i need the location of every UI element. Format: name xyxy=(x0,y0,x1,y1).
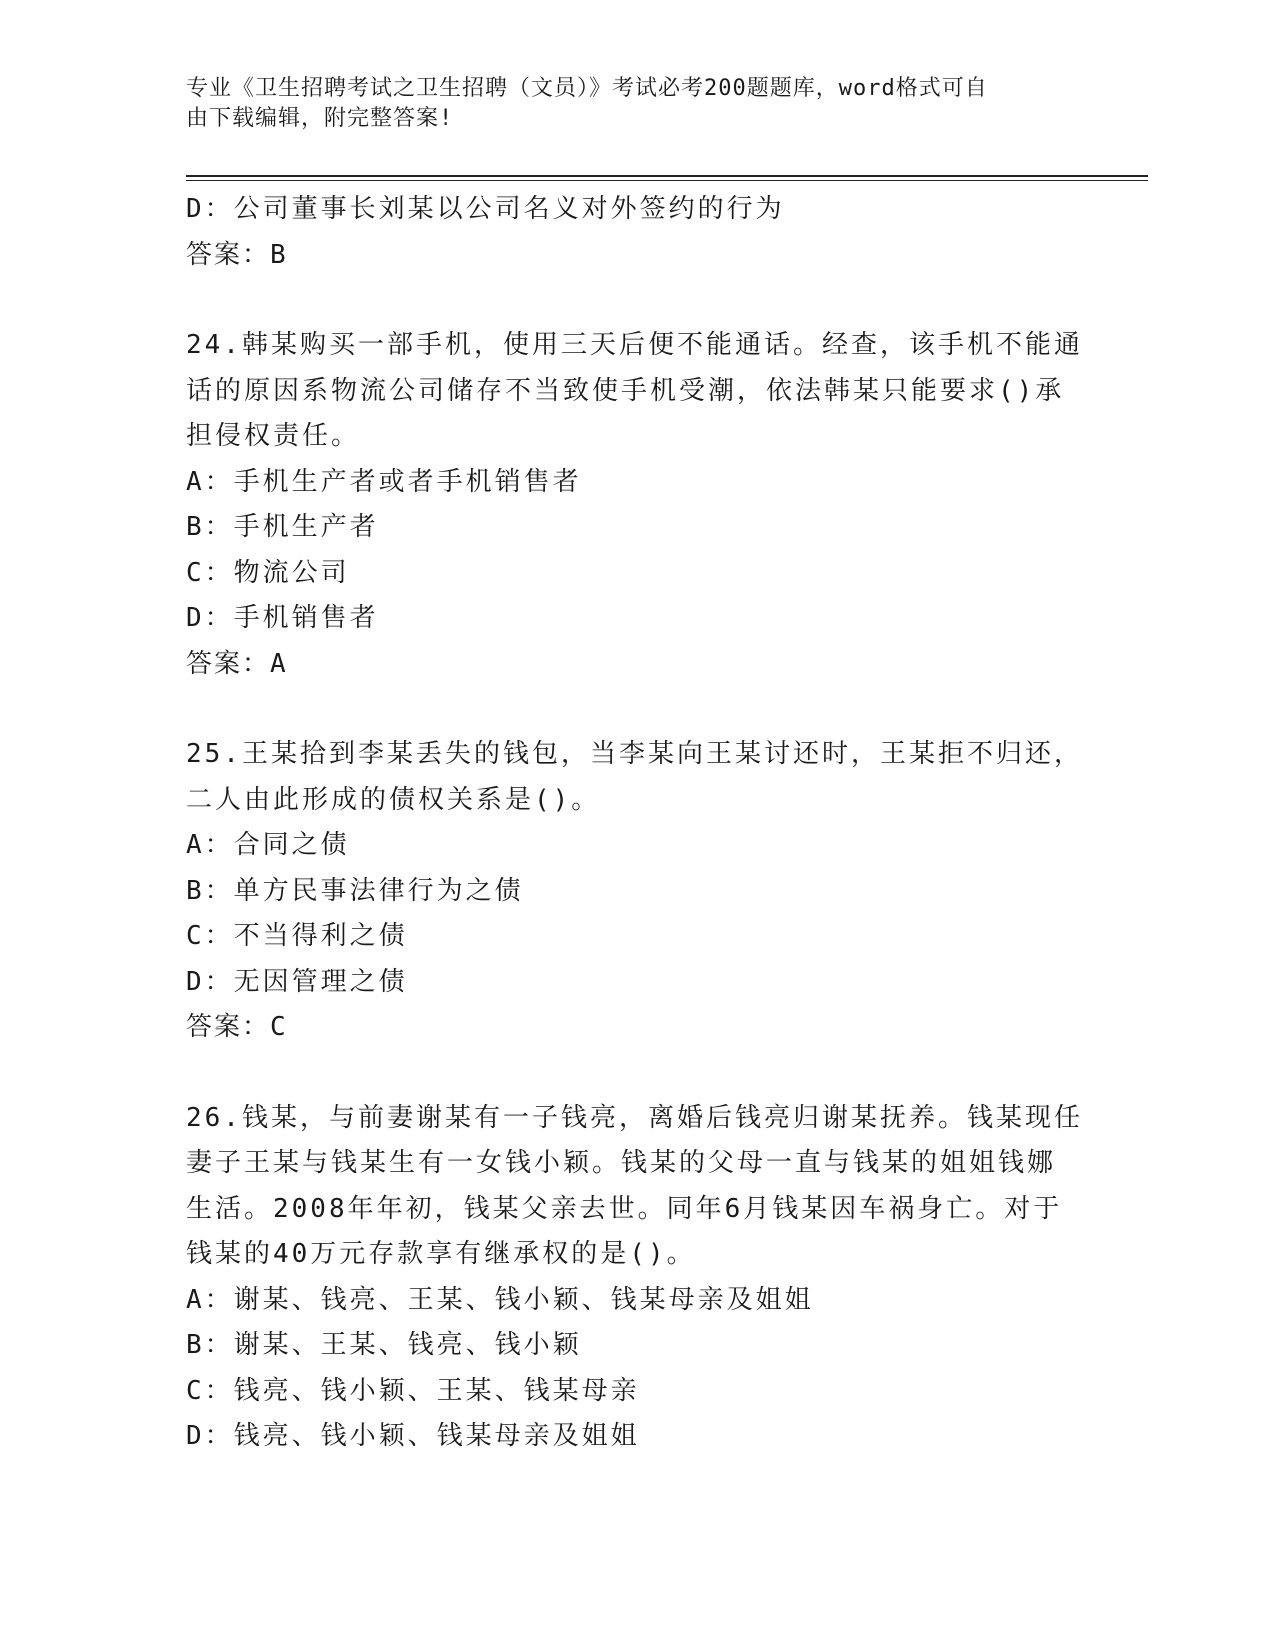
question-stem-line: 生活。2008年年初，钱某父亲去世。同年6月钱某因车祸身亡。对于 xyxy=(186,1193,1063,1224)
header-line-2: 由下载编辑，附完整答案! xyxy=(186,106,454,131)
question-stem-line: 钱某的40万元存款享有继承权的是()。 xyxy=(186,1239,696,1269)
answer-value: C xyxy=(270,1012,288,1042)
option-b: B：单方民事法律行为之债 xyxy=(186,875,524,906)
question-stem-line: 24.韩某购买一部手机，使用三天后便不能通话。经查，该手机不能通 xyxy=(186,330,1083,360)
option-d: D：公司董事长刘某以公司名义对外签约的行为 xyxy=(186,194,785,224)
question-23-tail xyxy=(186,187,1086,278)
option-d: D：手机销售者 xyxy=(186,603,379,633)
option-c: C：不当得利之债 xyxy=(186,921,408,951)
question-25 xyxy=(186,732,1086,1051)
option-d: D：无因管理之债 xyxy=(186,966,408,997)
answer-line xyxy=(186,642,1086,688)
option-c: C：物流公司 xyxy=(186,557,350,588)
header-divider-thick xyxy=(186,175,1148,177)
answer-label: 答案： xyxy=(186,239,271,270)
option-b: B：谢某、王某、钱亮、钱小颖 xyxy=(186,1330,582,1360)
question-26 xyxy=(186,1096,1086,1460)
question-stem-line: 话的原因系物流公司储存不当致使手机受潮，依法韩某只能要求()承 xyxy=(186,375,1065,406)
question-stem-line: 二人由此形成的债权关系是()。 xyxy=(186,784,601,815)
answer-label: 答案： xyxy=(186,648,271,679)
document-body xyxy=(186,187,1086,1460)
header-divider-thin xyxy=(186,180,1148,181)
option-c: C：钱亮、钱小颖、王某、钱某母亲 xyxy=(186,1375,640,1406)
answer-value: A xyxy=(270,648,288,679)
option-d: D：钱亮、钱小颖、钱某母亲及姐姐 xyxy=(186,1421,640,1451)
question-stem-line: 25.王某拾到李某丢失的钱包，当李某向王某讨还时，王某拒不归还， xyxy=(186,739,1083,769)
question-stem-line: 担侵权责任。 xyxy=(186,421,361,451)
answer-label: 答案： xyxy=(186,1012,271,1042)
answer-line xyxy=(186,233,1086,279)
page-header xyxy=(186,74,1066,134)
option-b: B：手机生产者 xyxy=(186,512,379,542)
answer-line xyxy=(186,1005,1086,1051)
option-a: A：谢某、钱亮、王某、钱小颖、钱某母亲及姐姐 xyxy=(186,1284,814,1315)
option-a: A：手机生产者或者手机销售者 xyxy=(186,466,582,497)
option-a: A：合同之债 xyxy=(186,830,350,860)
header-line-1: 专业《卫生招聘考试之卫生招聘（文员）》考试必考200题题库，word格式可自 xyxy=(186,76,988,101)
question-stem-line: 26.钱某，与前妻谢某有一子钱亮，离婚后钱亮归谢某抚养。钱某现任 xyxy=(186,1102,1083,1133)
question-24 xyxy=(186,323,1086,687)
answer-value: B xyxy=(270,239,288,270)
question-stem-line: 妻子王某与钱某生有一女钱小颖。钱某的父母一直与钱某的姐姐钱娜 xyxy=(186,1148,1057,1178)
